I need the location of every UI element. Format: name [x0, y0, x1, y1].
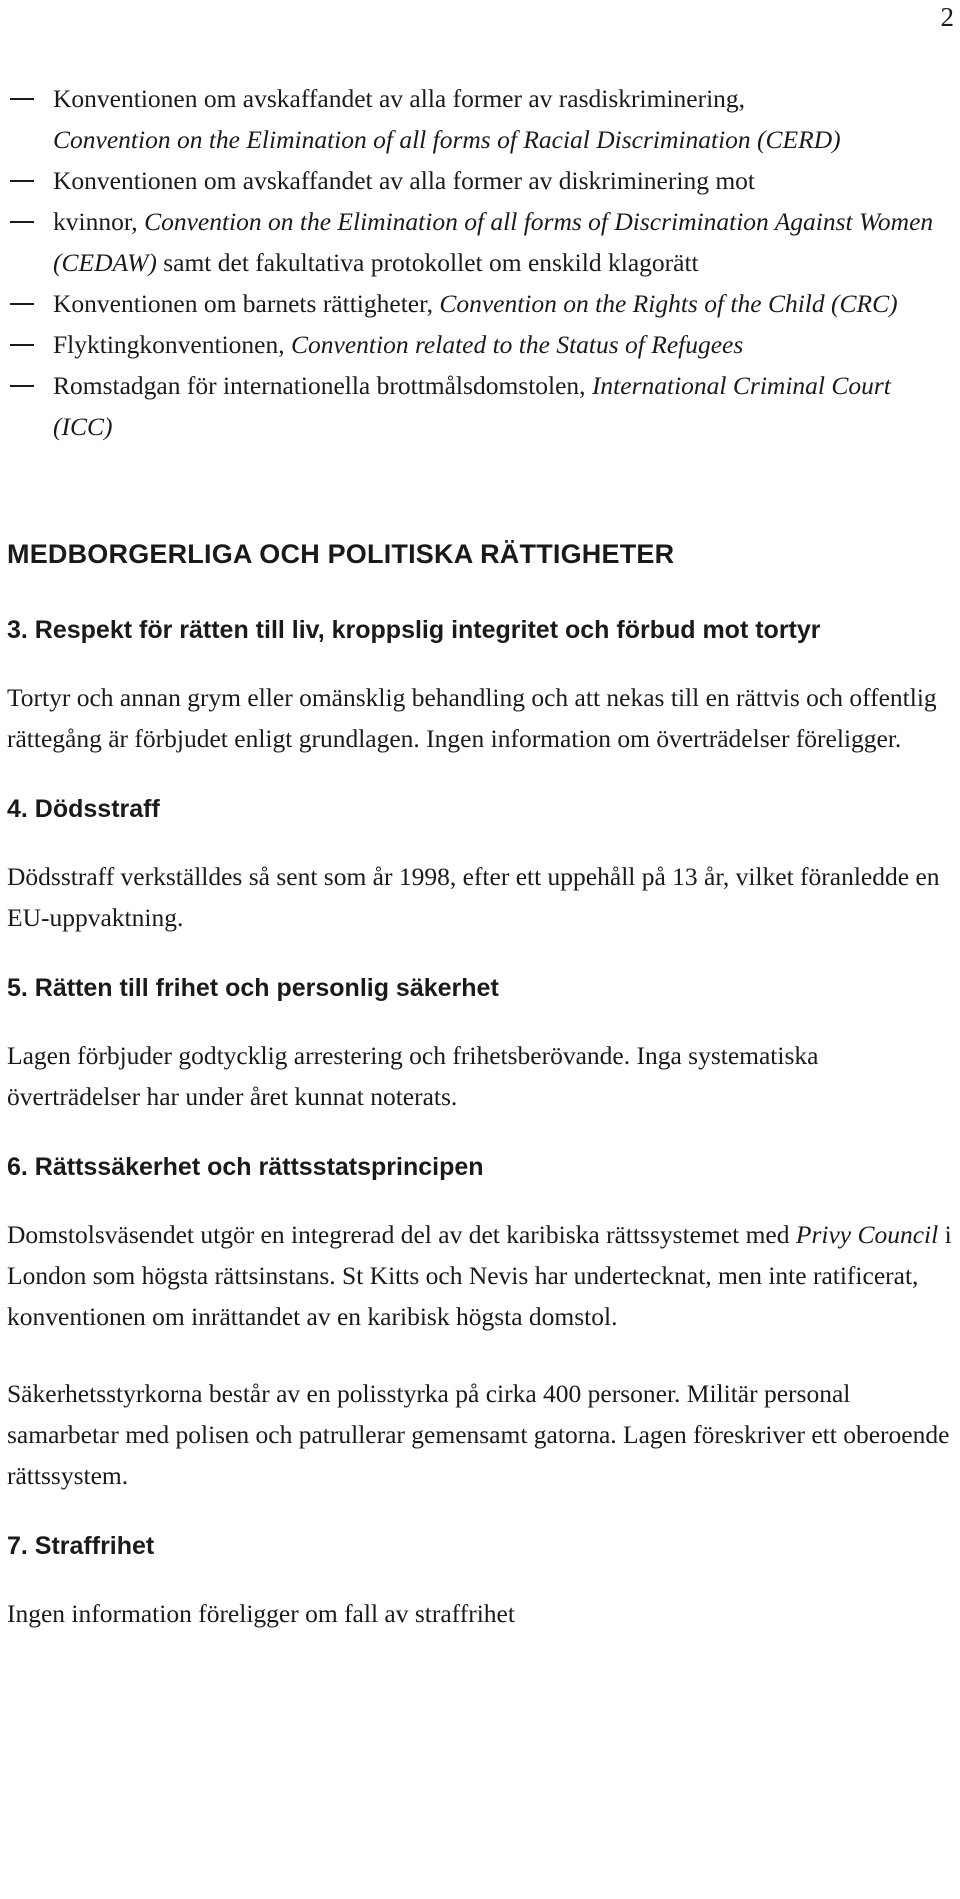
section-text-7: Ingen information föreligger om fall av straffrihet [7, 1599, 515, 1628]
list-item: Konventionen om avskaffandet av alla former av diskriminering mot [7, 160, 952, 201]
section-text-4: Dödsstraff verkställdes så sent som år 1998, efter ett uppehåll på 13 år, vilket föranledde en EU-uppvaktning. [7, 862, 940, 932]
dash-bullet-icon [10, 180, 34, 182]
list-item: Konventionen om barnets rättigheter, Convention on the Rights of the Child (CRC) [7, 283, 952, 324]
section-text-5: Lagen förbjuder godtycklig arrestering och frihetsberövande. Inga systematiska överträdelser har under året kunnat noterats. [7, 1041, 819, 1111]
section-text-3: Tortyr och annan grym eller omänsklig behandling och att nekas till en rättvis och offentlig rättegång är förbjudet enligt grundlagen. Ingen information om överträdelser föreligger. [7, 683, 937, 753]
list-item: kvinnor, Convention on the Elimination of all forms of Discrimination Against Women (CEDAW) samt det fakultativa protokollet om enskild klagorätt [7, 201, 952, 283]
section-text-6a: Domstolsväsendet utgör en integrerad del av det karibiska rättssystemet med Privy Council i London som högsta rättsinstans. St Kitts och Nevis har undertecknat, men inte ratificerat, konventionen om inrättandet av en karibisk högsta domstol. [7, 1220, 952, 1331]
section-text-6b: Säkerhetsstyrkorna består av en polisstyrka på cirka 400 personer. Militär personal samarbetar med polisen och patrullerar gemensamt gatorna. Lagen föreskriver ett oberoende rättssystem. [7, 1379, 950, 1490]
dash-bullet-icon [10, 221, 34, 223]
document-body [7, 78, 952, 1634]
dash-bullet-icon [10, 98, 34, 100]
dash-bullet-icon [10, 303, 34, 305]
section-heading-5: 5. Rätten till frihet och personlig säkerhet [7, 974, 499, 1002]
privy-council-text: Privy Council [795, 1220, 939, 1249]
list-item: Romstadgan för internationella brottmålsdomstolen, International Criminal Court (ICC) [7, 365, 952, 447]
dash-bullet-icon [10, 385, 34, 387]
section-title: MEDBORGERLIGA OCH POLITISKA RÄTTIGHETER [7, 539, 675, 569]
section-heading-6: 6. Rättssäkerhet och rättsstatsprincipen [7, 1153, 484, 1181]
dash-bullet-icon [10, 344, 34, 346]
list-item: Flyktingkonventionen, Convention related to the Status of Refugees [7, 324, 952, 365]
section-heading-3: 3. Respekt för rätten till liv, kroppslig integritet och förbud mot tortyr [7, 616, 821, 644]
list-item: Konventionen om avskaffandet av alla former av rasdiskriminering, Convention on the Elimination of all forms of Racial Discrimination (CERD) [7, 78, 952, 160]
page-number: 2 [940, 2, 954, 32]
section-heading-7: 7. Straffrihet [7, 1532, 155, 1560]
conventions-list [7, 78, 952, 447]
section-heading-4: 4. Dödsstraff [7, 795, 160, 823]
